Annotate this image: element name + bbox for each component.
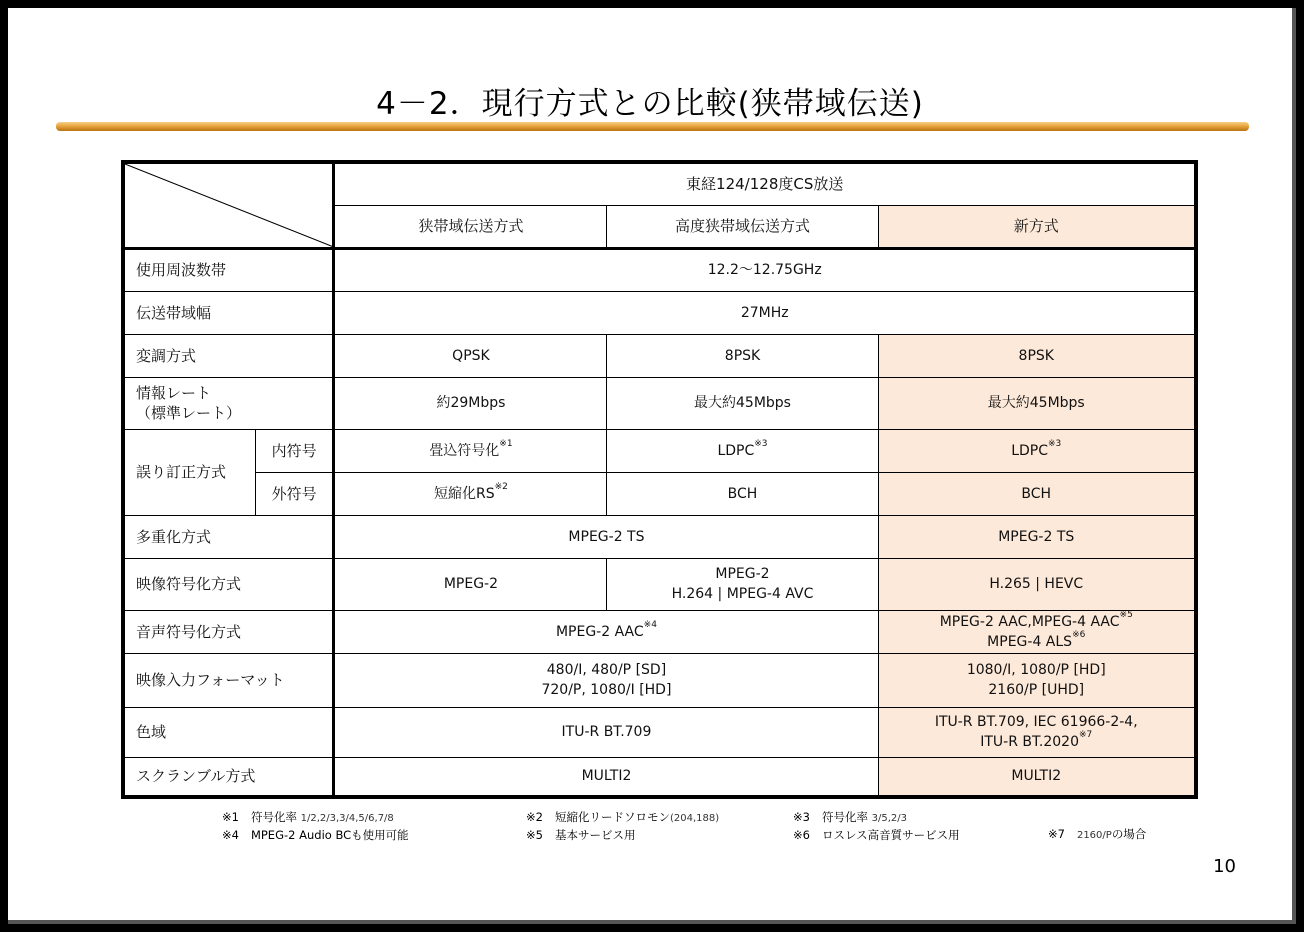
row-label-mux: 多重化方式 (123, 515, 334, 558)
cell-format-c12-line1: 480/I, 480/P [SD] (546, 662, 667, 678)
footnote-col1 (222, 809, 409, 844)
diagonal-line (125, 164, 332, 247)
header-col1: 狭帯域伝送方式 (334, 205, 607, 248)
cell-gamut-c3-line2-text: ITU-R BT.2020 (980, 734, 1079, 750)
footnote-col2 (526, 809, 719, 844)
cell-inner-c1 (334, 429, 607, 472)
cell-format-c3-line1: 1080/I, 1080/P [HD] (966, 662, 1106, 678)
footnote-1 (222, 809, 409, 827)
cell-inner-c1-text: 畳込符号化 (429, 442, 500, 459)
footnote-text: の場合 (1111, 827, 1147, 841)
footnote-2 (526, 809, 719, 827)
cell-scramble-c3: MULTI2 (878, 757, 1196, 797)
row-label-rate-line1: 情報レート (136, 384, 212, 402)
cell-outer-c1-text: 短縮化RS (433, 485, 495, 502)
header-corner-cell (123, 162, 334, 248)
cell-video-c2-line2: H.264 | MPEG-4 AVC (671, 586, 814, 602)
cell-audio-c3-line1-text: MPEG-2 AAC,MPEG-4 AAC (939, 613, 1120, 630)
cell-audio-c3 (878, 610, 1196, 653)
cell-gamut-c3 (878, 707, 1196, 757)
cell-mux-c12: MPEG-2 TS (334, 515, 878, 558)
footnote-text: MPEG-2 Audio BCも使用可能 (250, 828, 409, 842)
footnote-small: 1/2,2/3,3/4,5/6,7/8 (300, 813, 394, 824)
cell-scramble-c12: MULTI2 (334, 757, 878, 797)
footnote-ref: ※2 (494, 481, 508, 492)
cell-audio-c12-text: MPEG-2 AAC (555, 623, 644, 640)
cell-mod-c3: 8PSK (878, 334, 1196, 377)
footnote-3 (793, 809, 960, 827)
footnote-4 (222, 827, 409, 844)
row-label-fec: 誤り訂正方式 (123, 429, 255, 515)
cell-mux-c3: MPEG-2 TS (878, 515, 1196, 558)
cell-gamut-c12: ITU-R BT.709 (334, 707, 878, 757)
cell-video-c2-line1: MPEG-2 (715, 566, 770, 582)
footnote-ref: ※7 (1078, 730, 1093, 740)
footnote-6 (793, 827, 960, 844)
row-label-inner-code: 内符号 (255, 429, 333, 472)
cell-freq: 12.2〜12.75GHz (334, 248, 1196, 291)
footnote-text: 基本サービス用 (554, 828, 636, 842)
footnote-small: 3/5,2/3 (871, 813, 907, 824)
row-label-gamut: 色域 (123, 707, 334, 757)
row-label-bw: 伝送帯域幅 (123, 291, 334, 334)
cell-rate-c3: 最大約45Mbps (878, 377, 1196, 429)
cell-video-c3: H.265 | HEVC (878, 558, 1196, 610)
slide (8, 8, 1296, 924)
footnote-mark: ※7 (1048, 827, 1065, 841)
footnote-ref: ※4 (643, 619, 657, 630)
row-label-mod: 変調方式 (123, 334, 334, 377)
cell-rate-c1: 約29Mbps (334, 377, 607, 429)
header-group: 東経124/128度CS放送 (334, 162, 1196, 205)
row-label-freq: 使用周波数帯 (123, 248, 334, 291)
cell-outer-c2: BCH (607, 472, 878, 515)
footnote-text: 短縮化リードソロモン (554, 810, 670, 824)
row-label-audio: 音声符号化方式 (123, 610, 334, 653)
row-label-scramble: スクランブル方式 (123, 757, 334, 797)
footnote-mark: ※1 (222, 810, 239, 824)
page-title: 4－2．現行方式との比較(狭帯域伝送) (376, 86, 924, 122)
comparison-table (121, 160, 1198, 799)
row-label-outer-code: 外符号 (255, 472, 333, 515)
footnote-7 (1048, 826, 1146, 844)
header-col2: 高度狭帯域伝送方式 (607, 205, 878, 248)
cell-outer-c3: BCH (878, 472, 1196, 515)
footnote-ref: ※3 (754, 438, 768, 449)
footnote-small: 2160/P (1076, 830, 1112, 841)
footnote-col3 (793, 809, 960, 844)
footnote-ref: ※5 (1119, 609, 1133, 620)
cell-format-c3-line2: 2160/P [UHD] (988, 682, 1085, 698)
cell-rate-c2: 最大約45Mbps (607, 377, 878, 429)
cell-gamut-c3-line1: ITU-R BT.709, IEC 61966-2-4, (934, 714, 1138, 730)
footnote-ref: ※6 (1072, 629, 1086, 640)
cell-format-c3 (878, 653, 1196, 707)
row-label-rate-line2: （標準レート） (136, 404, 242, 422)
footnote-5 (526, 827, 719, 844)
cell-gamut-c3-line2 (879, 732, 1194, 752)
footnote-small: (204,188) (669, 813, 720, 824)
footnote-text: 符号化率 (821, 810, 872, 824)
cell-inner-c3 (878, 429, 1196, 472)
footnote-ref: ※3 (1048, 438, 1062, 449)
footnote-text: 符号化率 (250, 810, 301, 824)
row-label-video: 映像符号化方式 (123, 558, 334, 610)
header-col3: 新方式 (878, 205, 1196, 248)
cell-mod-c2: 8PSK (607, 334, 878, 377)
cell-audio-c3-line1 (879, 609, 1194, 632)
cell-video-c2 (607, 558, 878, 610)
footnote-mark: ※3 (793, 810, 810, 824)
cell-format-c12 (334, 653, 878, 707)
title-divider (56, 122, 1249, 131)
footnote-col4 (1048, 826, 1146, 844)
page-number: 10 (1213, 856, 1236, 877)
cell-format-c12-line2: 720/P, 1080/I [HD] (541, 682, 672, 698)
cell-inner-c2-text: LDPC (717, 442, 755, 459)
footnote-mark: ※4 (222, 828, 239, 842)
cell-inner-c2 (607, 429, 878, 472)
row-label-format: 映像入力フォーマット (123, 653, 334, 707)
cell-outer-c1 (334, 472, 607, 515)
cell-inner-c3-text: LDPC (1011, 442, 1049, 459)
footnote-mark: ※2 (526, 810, 543, 824)
footnote-ref: ※1 (499, 438, 513, 449)
cell-audio-c3-line2 (879, 629, 1194, 652)
cell-audio-c12 (334, 610, 878, 653)
cell-mod-c1: QPSK (334, 334, 607, 377)
row-label-rate (123, 377, 334, 429)
cell-bw: 27MHz (334, 291, 1196, 334)
footnote-mark: ※5 (526, 828, 543, 842)
cell-video-c1: MPEG-2 (334, 558, 607, 610)
cell-audio-c3-line2-text: MPEG-4 ALS (987, 633, 1073, 650)
footnote-mark: ※6 (793, 828, 810, 842)
footnote-text: ロスレス高音質サービス用 (821, 828, 960, 842)
